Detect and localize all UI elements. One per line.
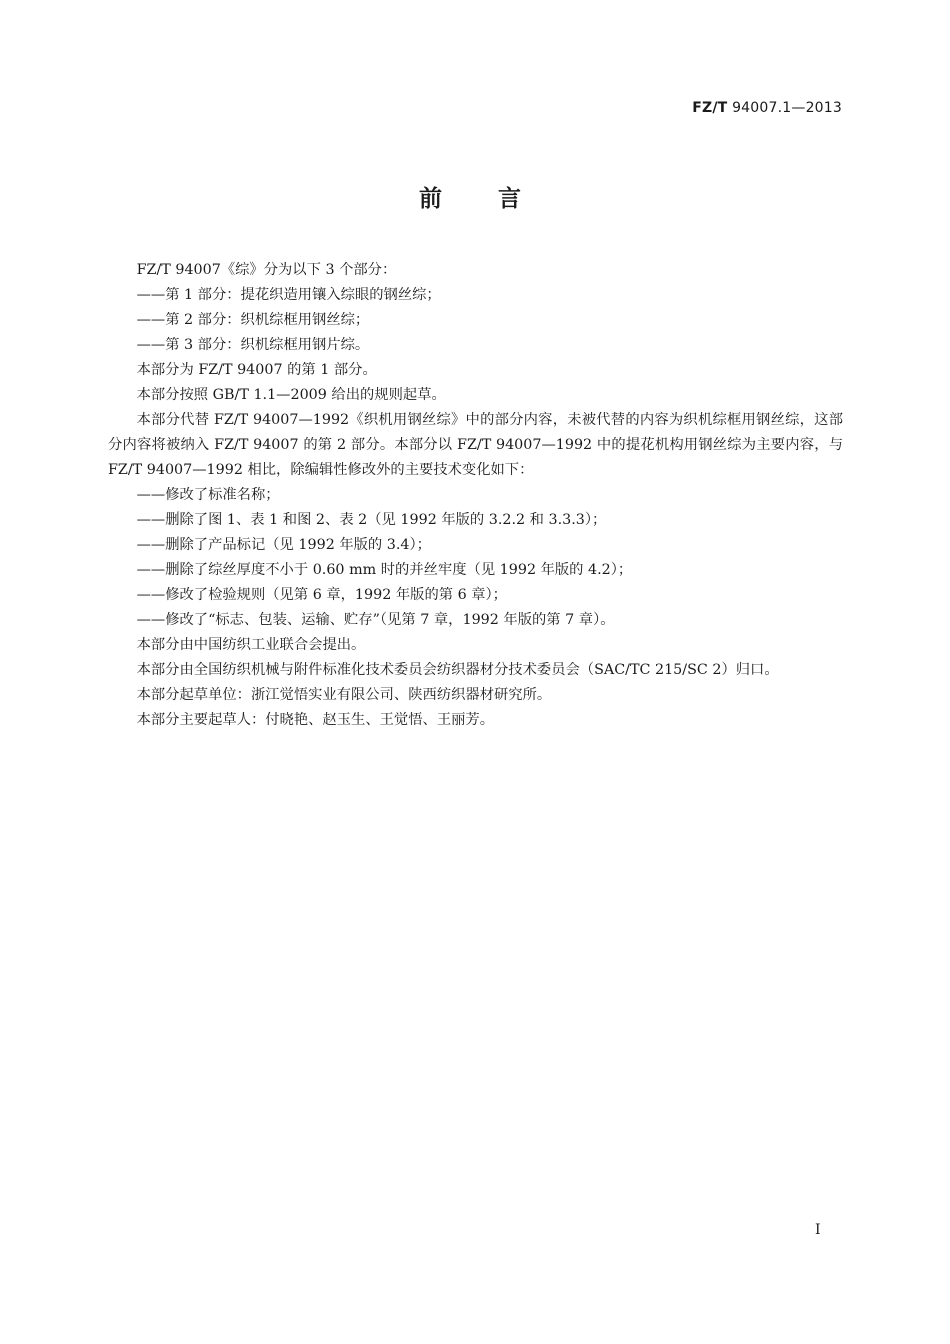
list-item: ——删除了综丝厚度不小于 0.60 mm 时的并丝牢度（见 1992 年版的 4.2）； <box>136 562 633 578</box>
paragraph: 本部分按照 GB/T 1.1—2009 给出的规则起草。 <box>136 387 446 403</box>
list-item: ——修改了“标志、包装、运输、贮存”（见第 7 章，1992 年版的第 7 章）。 <box>136 612 615 628</box>
paragraph: 本部分由全国纺织机械与附件标准化技术委员会纺织器材分技术委员会（SAC/TC 215/SC 2）归口。 <box>136 662 779 678</box>
paragraph: FZ/T 94007《综》分为以下 3 个部分： <box>136 262 397 278</box>
paragraph: 本部分主要起草人：付晓艳、赵玉生、王觉悟、王丽芳。 <box>136 712 495 728</box>
standard-code-prefix: FZ/T <box>692 100 728 116</box>
paragraph: 本部分起草单位：浙江觉悟实业有限公司、陕西纺织器材研究所。 <box>136 687 552 703</box>
foreword-body <box>108 258 843 733</box>
standard-code <box>692 100 842 116</box>
list-item: ——第 1 部分：提花织造用镶入综眼的钢丝综； <box>136 287 441 303</box>
list-item: ——第 2 部分：织机综框用钢丝综； <box>136 312 370 328</box>
list-item: ——删除了图 1、表 1 和图 2、表 2（见 1992 年版的 3.2.2 和 3.3.3）； <box>136 512 607 528</box>
list-item: ——第 3 部分：织机综框用钢片综。 <box>136 337 370 353</box>
paragraph: 本部分代替 FZ/T 94007—1992《织机用钢丝综》中的部分内容，未被代替的内容为织机综框用钢丝综，这部分内容将被纳入 FZ/T 94007 的第 2 部分。本部分以 FZ/T 94007—1992 中的提花机构用钢丝综为主要内容，与 FZ/T 94007—1992 相比，除编辑性修改外的主要技术变化如下： <box>108 412 843 478</box>
paragraph: 本部分由中国纺织工业联合会提出。 <box>136 637 366 653</box>
paragraph: 本部分为 FZ/T 94007 的第 1 部分。 <box>136 362 377 378</box>
list-item: ——删除了产品标记（见 1992 年版的 3.4）； <box>136 537 431 553</box>
list-item: ——修改了检验规则（见第 6 章，1992 年版的第 6 章）； <box>136 587 507 603</box>
standard-code-number: 94007.1—2013 <box>727 100 842 116</box>
list-item: ——修改了标准名称； <box>136 487 280 503</box>
page-number: I <box>815 1222 821 1238</box>
page-title: 前言 <box>419 186 577 212</box>
